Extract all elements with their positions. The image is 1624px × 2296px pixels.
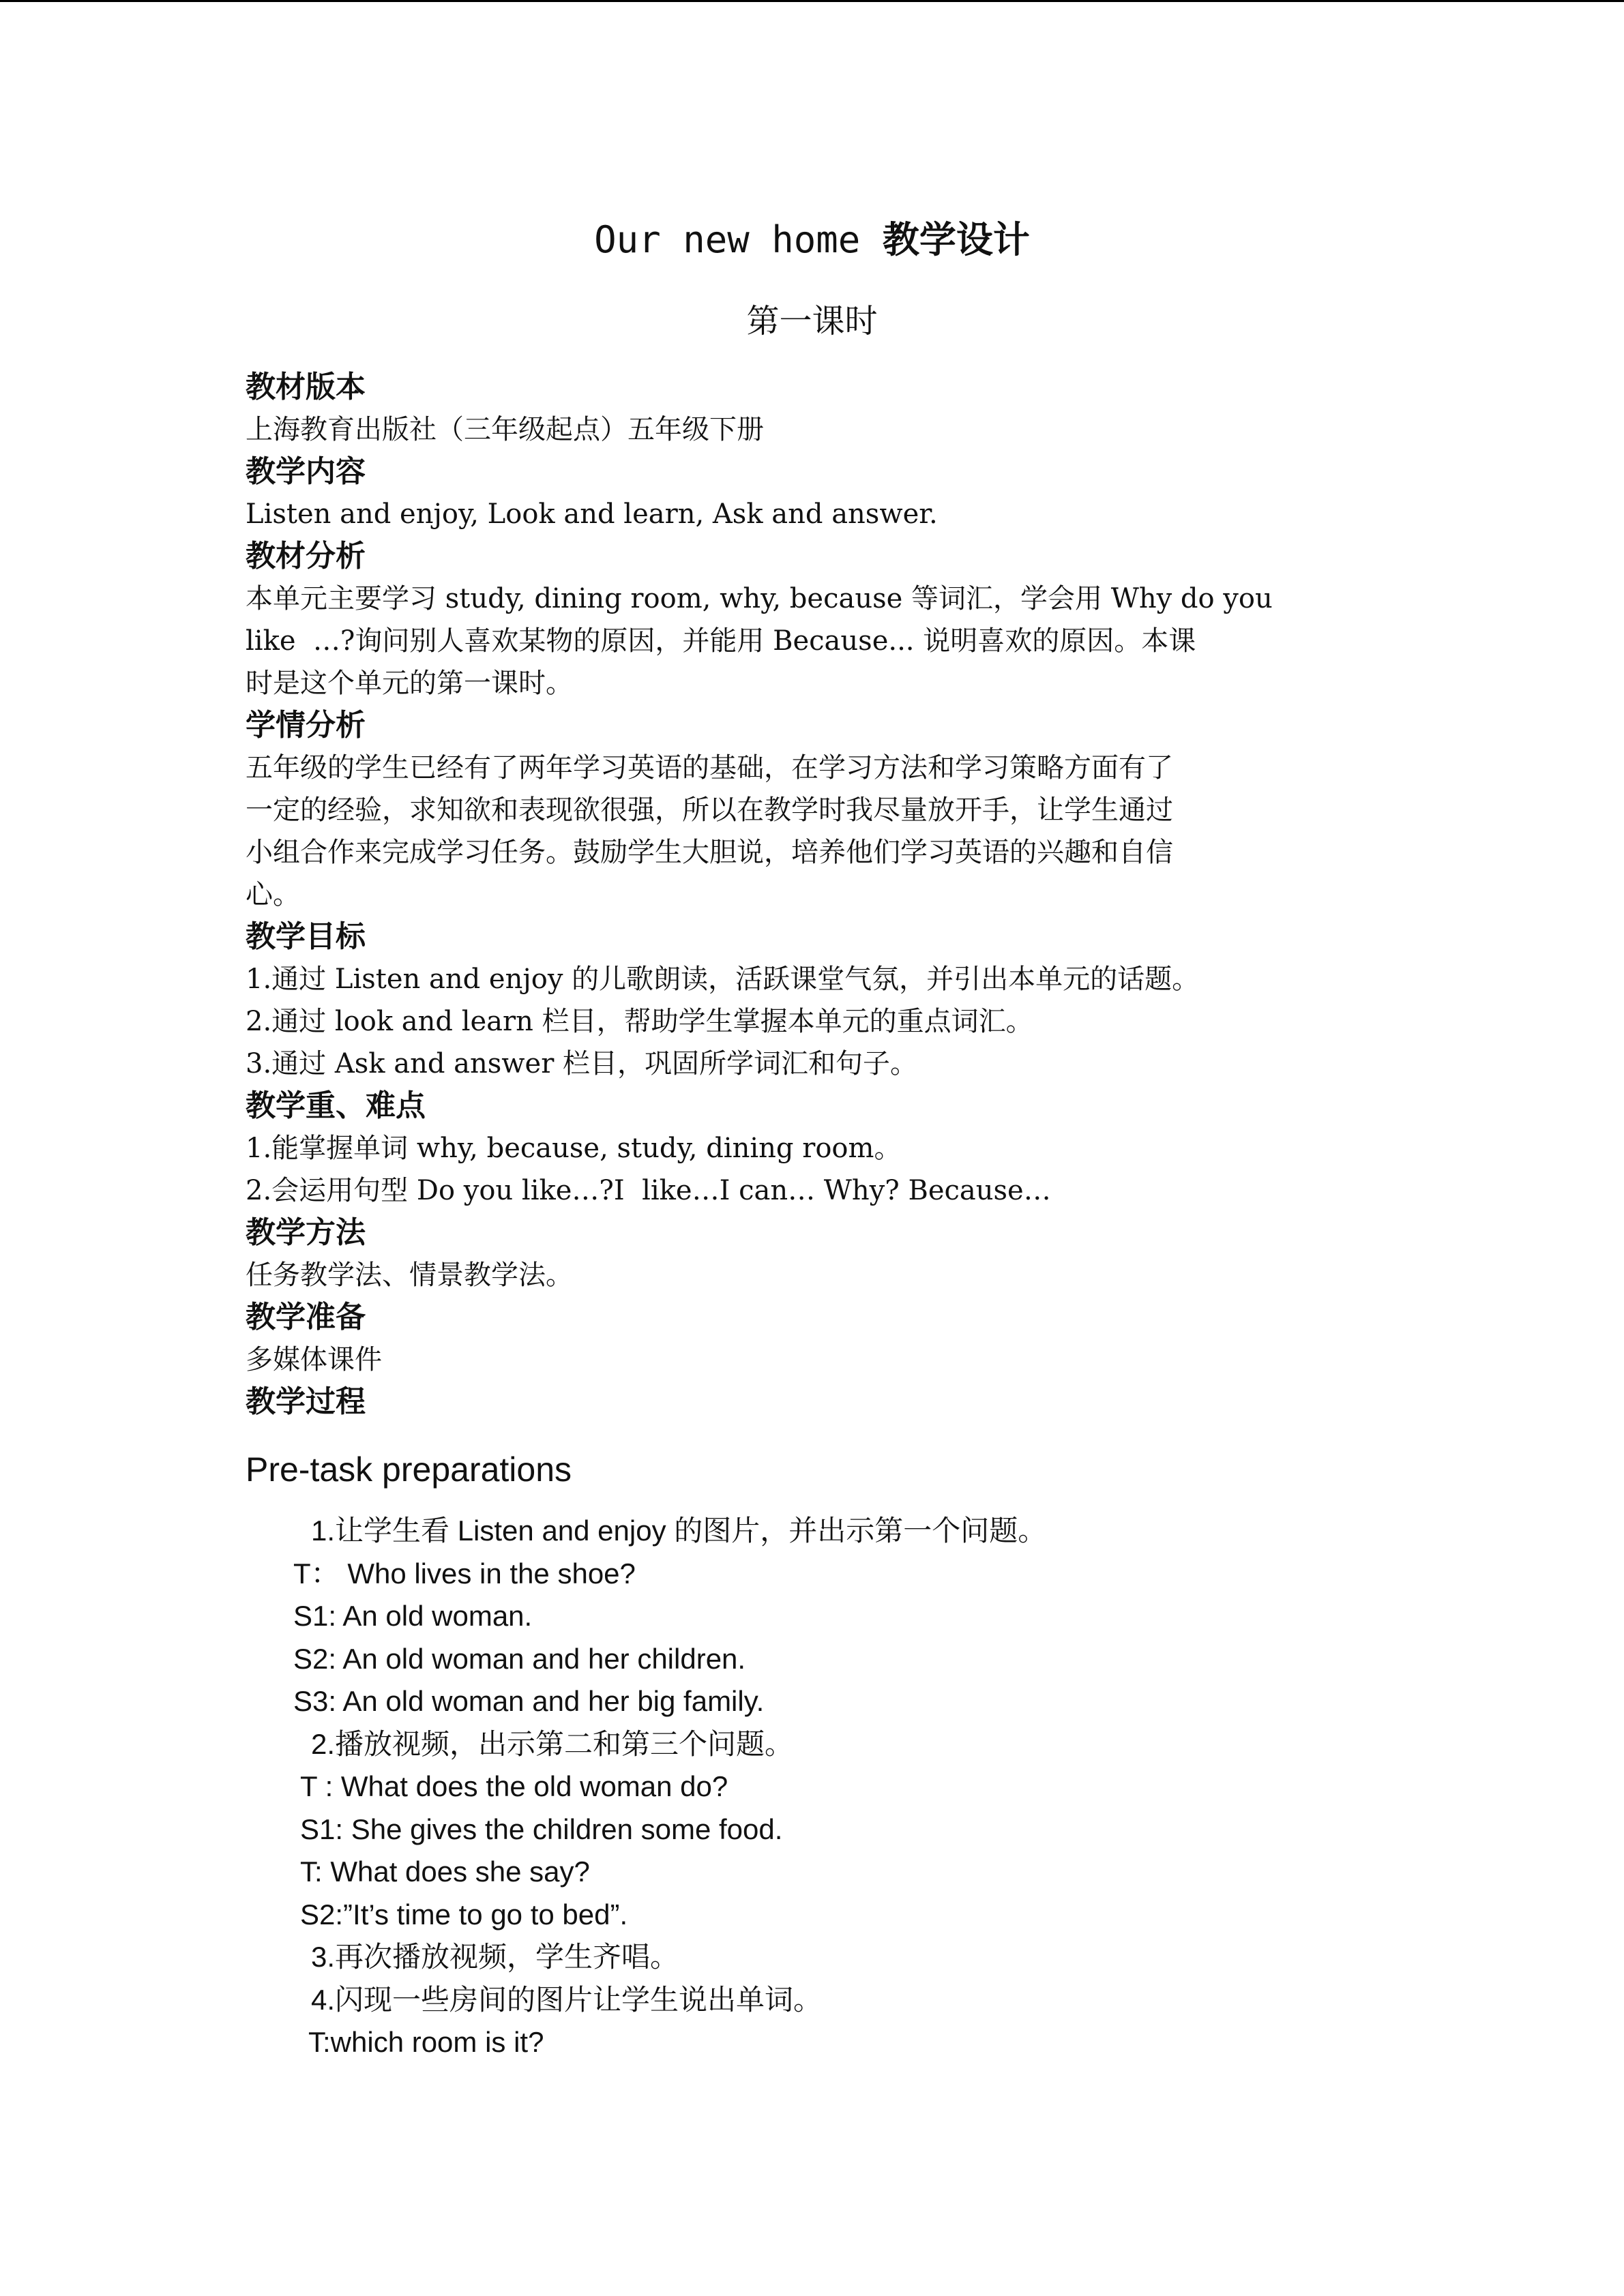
section-text: 多媒体课件 — [246, 1344, 382, 1375]
section-heading: 教学准备 — [246, 1300, 366, 1335]
document-title — [0, 213, 1624, 267]
section-heading: 教学重、难点 — [246, 1088, 426, 1123]
procedure-line: 3.再次播放视频，学生齐唱。 — [311, 1941, 679, 1973]
section-heading: 教材版本 — [246, 370, 366, 404]
section-text: 2.会运用句型 Do you like…?I like…I can… Why? Because… — [246, 1175, 1051, 1206]
lesson-plan-body — [246, 366, 1378, 1423]
section-text: 五年级的学生已经有了两年学习英语的基础，在学习方法和学习策略方面有了 — [246, 752, 1173, 784]
dialogue-line: T:which room is it? — [308, 2026, 544, 2058]
section-text: 一定的经验，求知欲和表现欲很强，所以在教学时我尽量放开手，让学生通过 — [246, 794, 1173, 826]
section-text: 时是这个单元的第一课时。 — [246, 668, 573, 699]
section-text: 心。 — [246, 879, 300, 910]
section-text: 1.能掌握单词 why, because, study, dining room。 — [246, 1133, 902, 1164]
section-heading: 教学内容 — [246, 454, 366, 489]
dialogue-line: T： Who lives in the shoe? — [293, 1557, 636, 1590]
dialogue-line: S1: An old woman. — [293, 1600, 533, 1632]
dialogue-line: S2: An old woman and her children. — [293, 1642, 746, 1675]
section-key-points — [246, 1085, 1378, 1212]
dialogue-line: T: What does she say? — [300, 1855, 590, 1888]
section-teaching-preparation — [246, 1296, 1378, 1381]
document-subtitle: 第一课时 — [746, 302, 878, 340]
section-text: like …?询问别人喜欢某物的原因，并能用 Because... 说明喜欢的原因。本课 — [246, 625, 1196, 657]
dialogue-line: T : What does the old woman do? — [300, 1770, 728, 1802]
section-text: 本单元主要学习 study, dining room, why, because 等词汇，学会用 Why do you — [246, 583, 1273, 614]
dialogue-line: S2:”It’s time to go to bed”. — [300, 1898, 628, 1930]
title-english: Our new home — [594, 218, 861, 261]
section-heading: 教学目标 — [246, 919, 366, 954]
section-text: 1.通过 Listen and enjoy 的儿歌朗读，活跃课堂气氛，并引出本单元的话题。 — [246, 964, 1200, 995]
section-text: 2.通过 look and learn 栏目，帮助学生掌握本单元的重点词汇。 — [246, 1006, 1033, 1037]
section-heading: 教学过程 — [246, 1384, 366, 1419]
section-text: Listen and enjoy, Look and learn, Ask and answer. — [246, 498, 938, 530]
pre-task-section — [246, 1446, 1473, 2064]
section-text: 小组合作来完成学习任务。鼓励学生大胆说，培养他们学习英语的兴趣和自信 — [246, 837, 1173, 868]
section-heading: 学情分析 — [246, 708, 366, 743]
pre-task-heading: Pre-task preparations — [246, 1450, 572, 1489]
procedure-line: 4.闪现一些房间的图片让学生说出单词。 — [311, 1983, 823, 2016]
section-teaching-methods — [246, 1212, 1378, 1296]
procedure-line: 2.播放视频，出示第二和第三个问题。 — [311, 1727, 794, 1760]
section-teaching-content — [246, 451, 1378, 535]
section-text: 3.通过 Ask and answer 栏目，巩固所学词汇和句子。 — [246, 1048, 918, 1079]
section-text: 任务教学法、情景教学法。 — [246, 1259, 573, 1291]
procedure-line: 1.让学生看 Listen and enjoy 的图片，并出示第一个问题。 — [311, 1515, 1047, 1547]
section-student-analysis — [246, 704, 1378, 916]
section-teaching-objectives — [246, 916, 1378, 1085]
section-heading: 教材分析 — [246, 539, 366, 573]
section-textbook-edition — [246, 366, 1378, 451]
dialogue-line: S1: She gives the children some food. — [300, 1813, 783, 1845]
section-text: 上海教育出版社（三年级起点）五年级下册 — [246, 414, 764, 445]
title-chinese: 教学设计 — [882, 218, 1030, 261]
page-top-border — [0, 0, 1624, 2]
section-material-analysis — [246, 535, 1378, 704]
section-teaching-process — [246, 1381, 1378, 1423]
dialogue-line: S3: An old woman and her big family. — [293, 1685, 765, 1717]
section-heading: 教学方法 — [246, 1215, 366, 1250]
